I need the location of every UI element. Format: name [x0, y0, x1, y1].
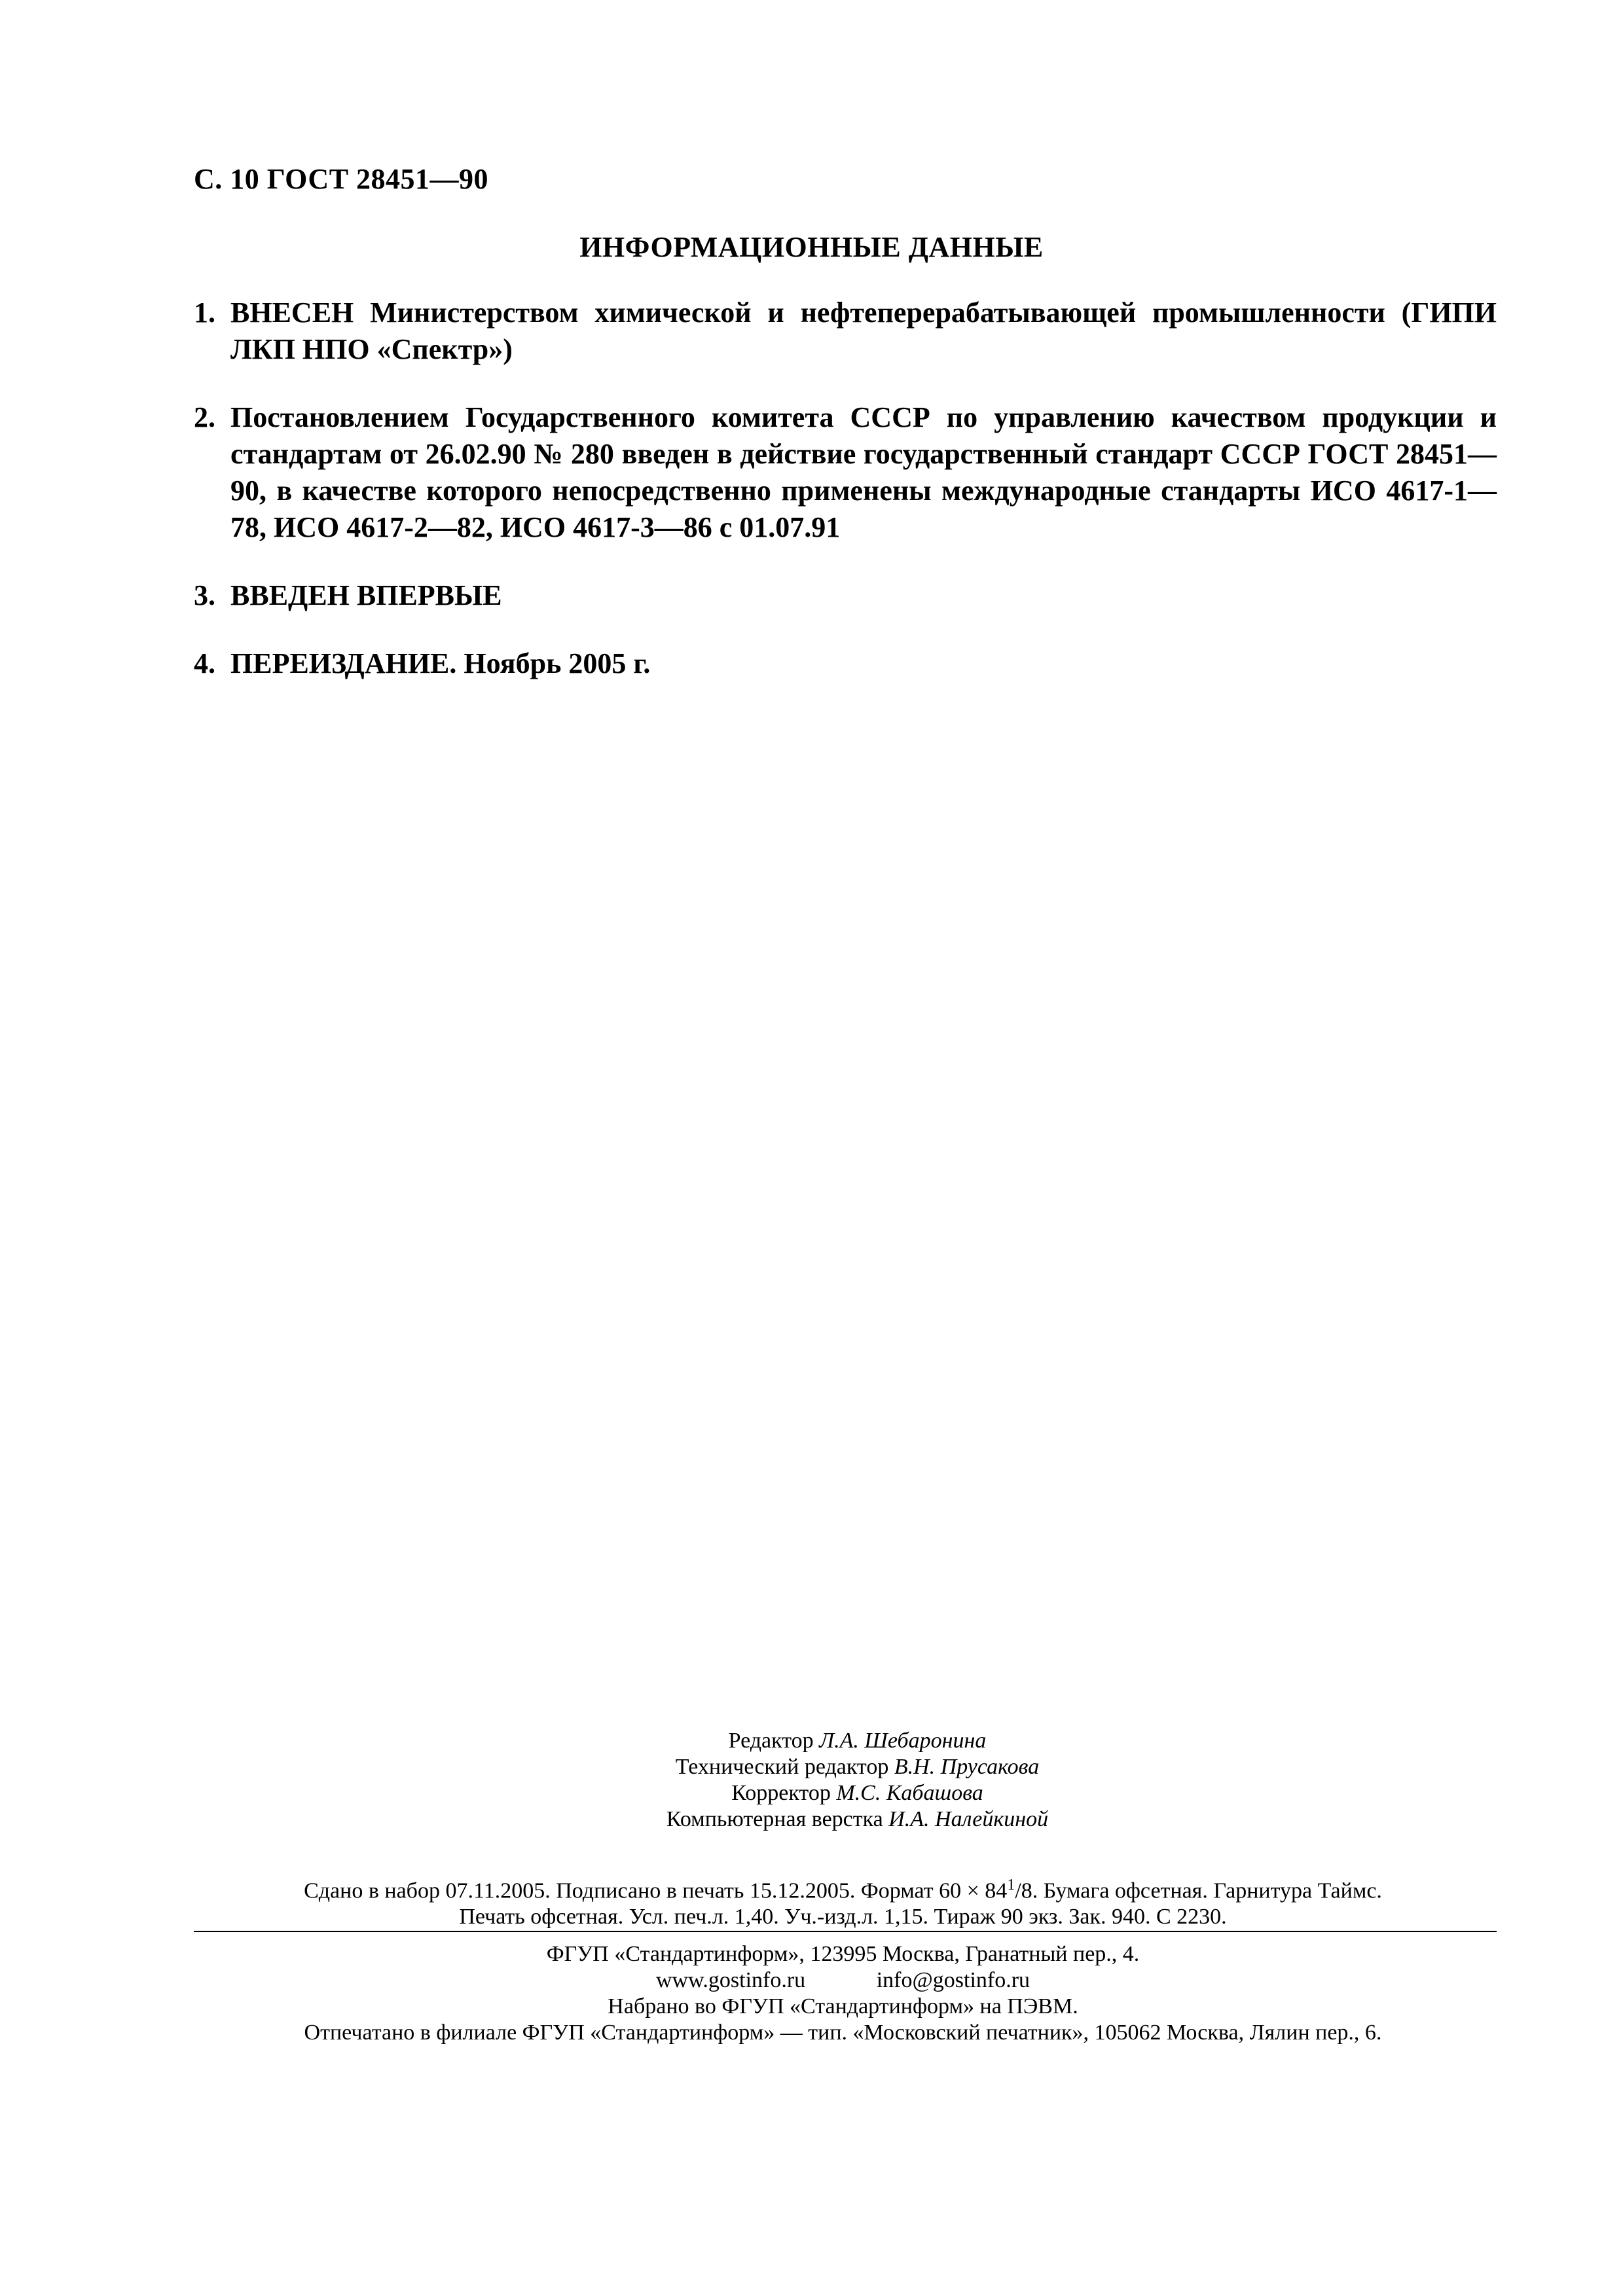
item-number: 3. — [194, 579, 215, 611]
list-item — [194, 399, 1497, 546]
list-item — [194, 645, 1497, 682]
credit-line — [92, 1806, 1623, 1833]
format-fraction: /8 — [1015, 1878, 1032, 1903]
print-details — [194, 1872, 1492, 1930]
info-items-list — [194, 295, 1497, 713]
item-number: 1. — [194, 296, 215, 329]
credit-role: Корректор — [731, 1781, 831, 1805]
email-link[interactable]: info@gostinfo.ru — [876, 1968, 1030, 1992]
credit-role: Редактор — [728, 1729, 814, 1753]
website-link[interactable]: www.gostinfo.ru — [655, 1968, 806, 1992]
list-item — [194, 577, 1497, 614]
list-item — [194, 295, 1497, 368]
credit-name: М.С. Кабашова — [836, 1781, 983, 1805]
credit-line — [92, 1780, 1623, 1806]
item-text: ВВЕДЕН ВПЕРВЫЕ — [230, 579, 502, 611]
editorial-credits — [0, 1728, 1623, 1833]
print-paper-text: . Бумага офсетная. Гарнитура Таймс. — [1032, 1878, 1382, 1903]
print-format-text: Сдано в набор 07.11.2005. Подписано в печать 15.12.2005. Формат 60 × 84 — [304, 1878, 1008, 1903]
credit-name: Л.А. Шебаронина — [819, 1729, 987, 1753]
item-text: Постановлением Государственного комитета СССР по управлению качеством продукции и стандартам от 26.02.90 № 280 введен в действие государственный стандарт СССР ГОСТ 28451—90, в качестве которого непосредственно применены международные стандарты ИСО 4617-1—78, ИСО 4617-2—82, ИСО 4617-3—86 с 01.07.91 — [230, 401, 1497, 543]
divider — [194, 1931, 1497, 1932]
item-text: ВНЕСЕН Министерством химической и нефтеперерабатывающей промышленности (ГИПИ ЛКП НПО «Спектр») — [230, 296, 1497, 365]
printed-note: Отпечатано в филиале ФГУП «Стандартинформ» — тип. «Московский печатник», 105062 Москва, Лялин пер., 6. — [304, 2020, 1382, 2045]
credit-name: В.Н. Прусакова — [894, 1755, 1040, 1779]
print-details-line-1 — [194, 1872, 1492, 1904]
publisher-address: ФГУП «Стандартинформ», 123995 Москва, Гранатный пер., 4. — [546, 1942, 1140, 1966]
print-details-line-2: Печать офсетная. Усл. печ.л. 1,40. Уч.-изд.л. 1,15. Тираж 90 экз. Зак. 940. С 2230. — [459, 1905, 1227, 1929]
publisher-contacts — [194, 1967, 1492, 1994]
page-header: С. 10 ГОСТ 28451—90 — [194, 163, 489, 195]
publisher-info — [194, 1941, 1492, 2046]
credit-line — [92, 1754, 1623, 1780]
section-title: ИНФОРМАЦИОННЫЕ ДАННЫЕ — [579, 231, 1044, 263]
format-superscript: 1 — [1007, 1876, 1015, 1893]
credit-line — [92, 1728, 1623, 1754]
item-number: 4. — [194, 647, 215, 679]
item-text: ПЕРЕИЗДАНИЕ. Ноябрь 2005 г. — [230, 647, 651, 679]
typeset-note: Набрано во ФГУП «Стандартинформ» на ПЭВМ. — [608, 1994, 1078, 2018]
credit-role: Технический редактор — [675, 1755, 889, 1779]
credit-name: И.А. Налейкиной — [888, 1807, 1049, 1831]
item-number: 2. — [194, 401, 215, 433]
credit-role: Компьютерная верстка — [666, 1807, 883, 1831]
